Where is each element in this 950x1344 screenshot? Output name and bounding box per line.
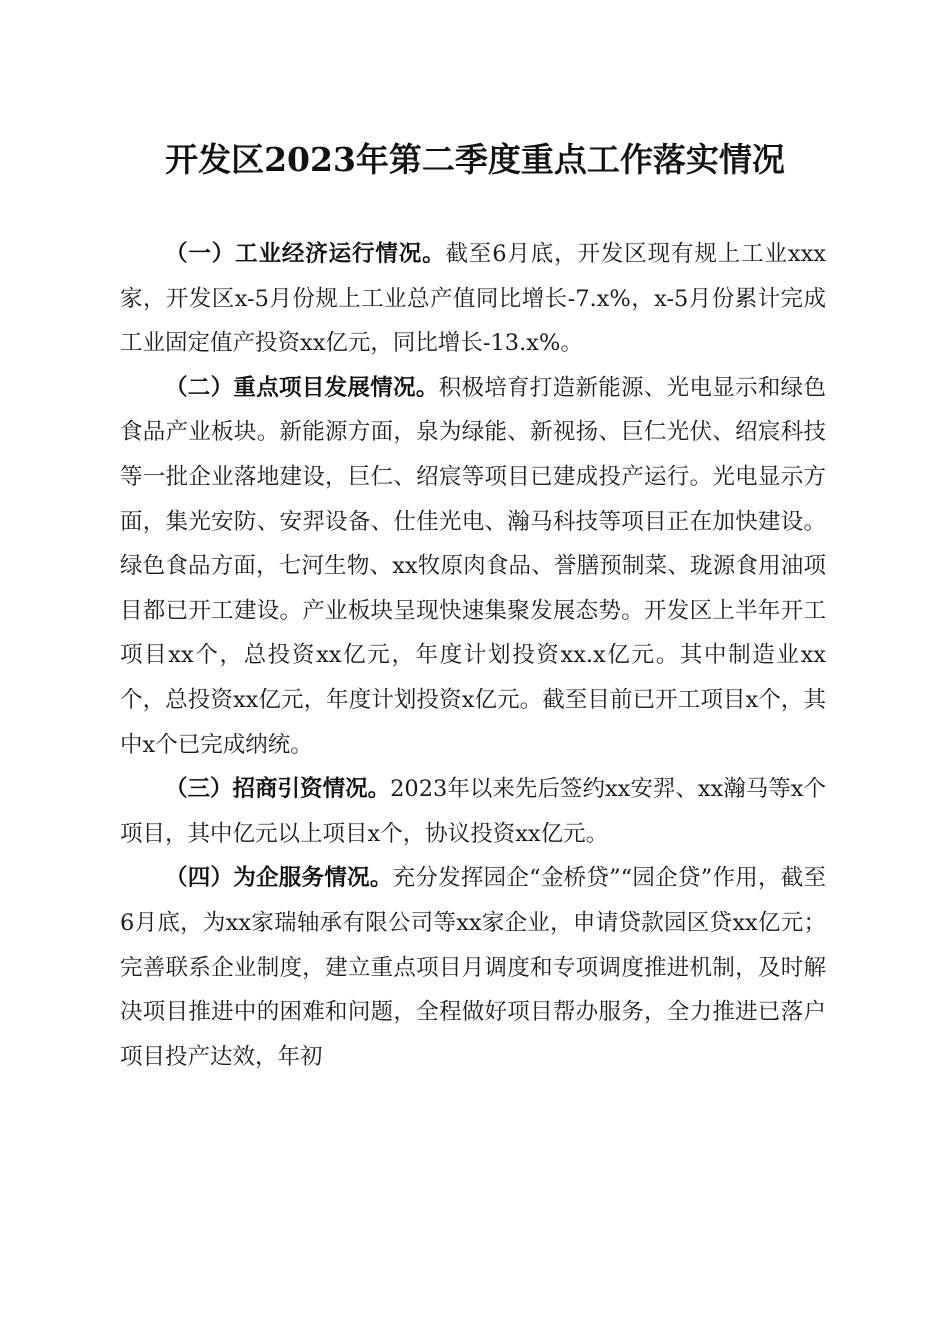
- section-4-text: 充分发挥园企“金桥贷”“园企贷”作用，截至6月底，为xx家瑞轴承有限公司等xx家企业，申请贷款园区贷xx亿元；完善联系企业制度，建立重点项目月调度和专项调度推进机制，及时解决项目推进中的困难和问题，全程做好项目帮办服务，全力推进已落户项目投产达效，年初: [120, 865, 826, 1070]
- section-2-heading: （二）重点项目发展情况。: [165, 374, 439, 401]
- section-4-heading: （四）为企服务情况。: [165, 865, 393, 892]
- section-2-paragraph: [120, 366, 826, 767]
- document-body: [120, 232, 826, 1079]
- section-3-paragraph: [120, 767, 826, 856]
- document-title: 开发区2023年第二季度重点工作落实情况: [165, 140, 785, 179]
- section-1-heading: （一）工业经济运行情况。: [165, 241, 446, 267]
- section-2-text: 积极培育打造新能源、光电显示和绿色食品产业板块。新能源方面，泉为绿能、新视扬、巨仁光伏、绍宸科技等一批企业落地建设，巨仁、绍宸等项目已建成投产运行。光电显示方面，集光安防、安羿设备、仕佳光电、瀚马科技等项目正在加快建设。绿色食品方面，七河生物、xx牧原肉食品、誉膳预制菜、珑源食用油项目都已开工建设。产业板块呈现快速集聚发展态势。开发区上半年开工项目xx个，总投资xx亿元，年度计划投资xx.x亿元。其中制造业xx个，总投资xx亿元，年度计划投资x亿元。截至目前已开工项目x个，其中x个已完成纳统。: [120, 374, 826, 758]
- section-4-paragraph: [120, 856, 826, 1079]
- section-3-heading: （三）招商引资情况。: [165, 776, 391, 803]
- section-1-paragraph: [120, 232, 826, 366]
- section-1-text: 截至6月底，开发区现有规上工业xxx家，开发区x-5月份规上工业总产值同比增长-7.x%，x-5月份累计完成工业固定值产投资xx亿元，同比增长-13.x%。: [120, 241, 826, 357]
- section-3-text: 2023年以来先后签约xx安羿、xx瀚马等x个项目，其中亿元以上项目x个，协议投资xx亿元。: [120, 776, 826, 847]
